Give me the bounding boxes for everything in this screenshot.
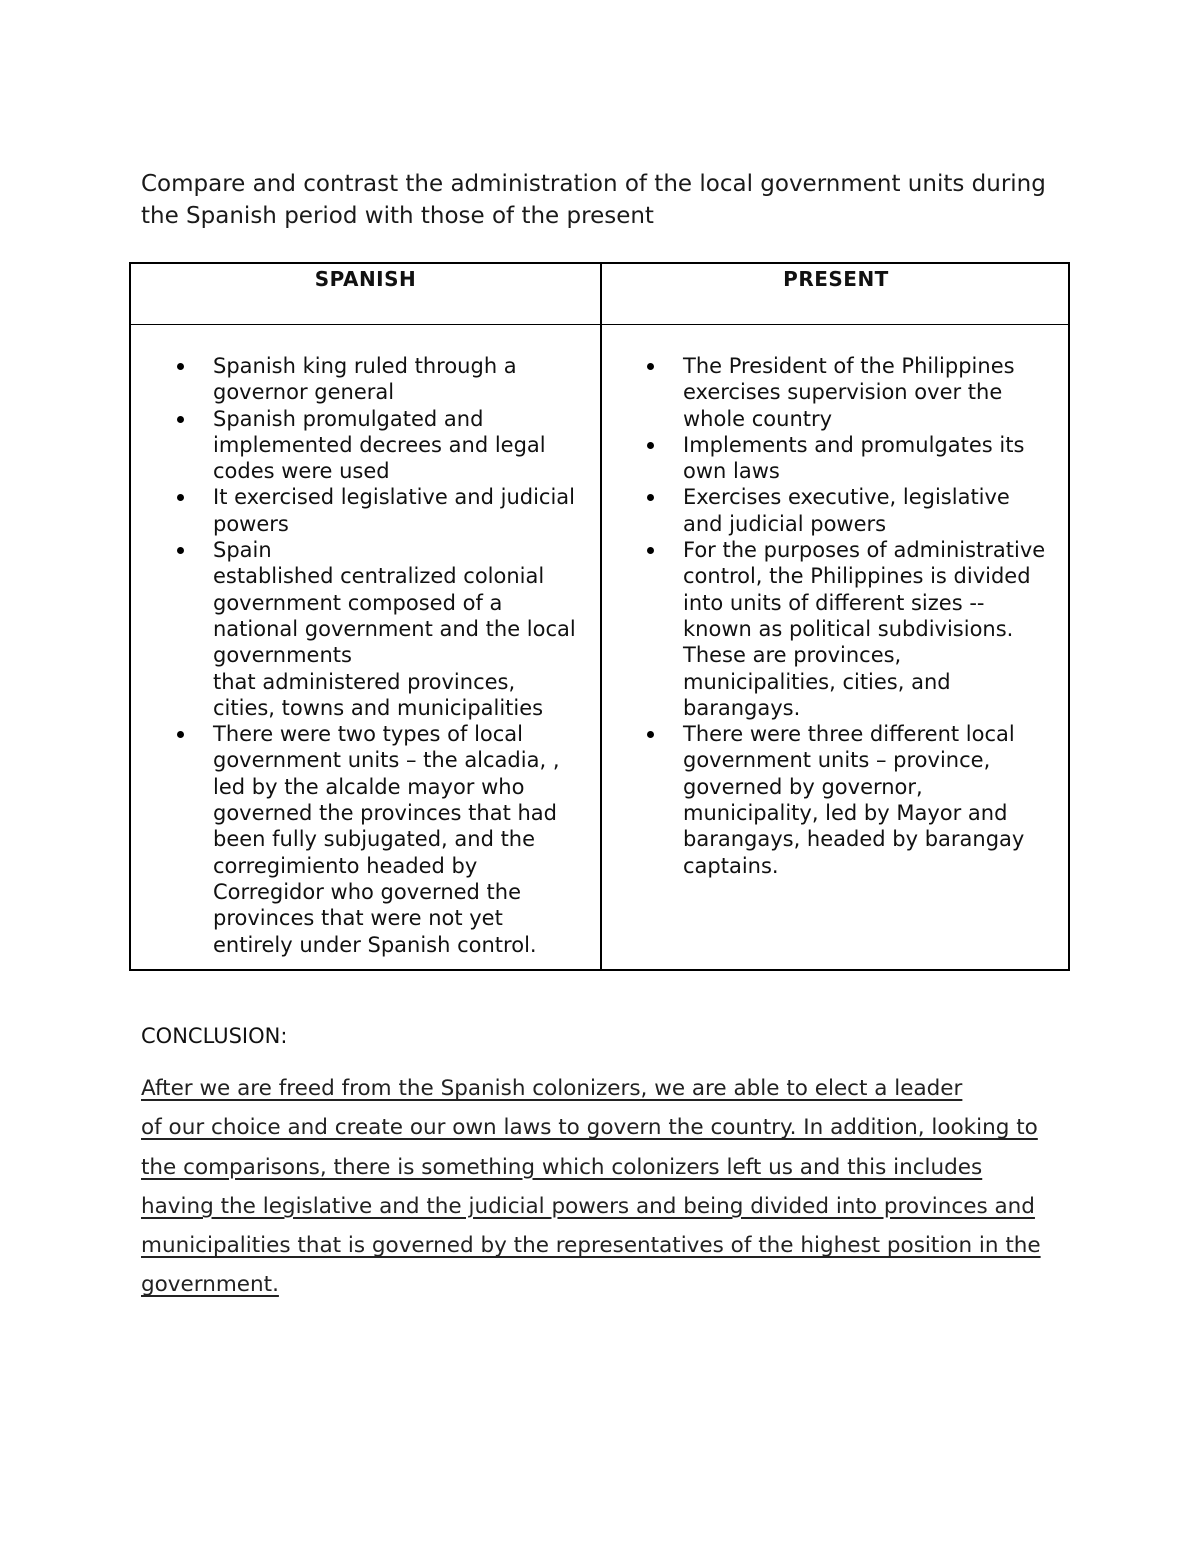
bullet-icon xyxy=(177,416,184,423)
bullet-icon xyxy=(177,494,184,501)
column-header-present: PRESENT xyxy=(783,267,889,291)
column-divider xyxy=(600,264,602,969)
assignment-prompt: Compare and contrast the administration of the local government units during the Spanish period with those of the present xyxy=(141,171,1046,229)
list-item-text: Spanish promulgated and implemented decrees and legal codes were used xyxy=(213,406,546,484)
bullet-icon xyxy=(647,363,654,370)
bullet-icon xyxy=(177,363,184,370)
bullet-icon xyxy=(177,547,184,554)
bullet-icon xyxy=(647,494,654,501)
bullet-icon xyxy=(647,731,654,738)
column-header-spanish: SPANISH xyxy=(314,267,417,291)
list-item-text: Spain established centralized colonial government composed of a national government and the local governments that administered provinces, cities, towns and municipalities xyxy=(213,538,576,720)
list-item xyxy=(213,353,597,406)
spanish-bullet-list xyxy=(213,353,597,958)
bullet-icon xyxy=(177,731,184,738)
list-item-text: Implements and promulgates its own laws xyxy=(683,432,1025,484)
list-item-text: There were two types of local government units – the alcadia, , led by the alcalde mayor who governed the provinces that had been fully subjugated, and the corregimiento headed by Corregidor who governed the provinces that were not yet entirely under Spanish control. xyxy=(213,722,560,957)
list-item xyxy=(213,721,597,958)
list-item xyxy=(683,537,1067,721)
bullet-icon xyxy=(647,442,654,449)
list-item-text: For the purposes of administrative control, the Philippines is divided into units of different sizes -- known as political subdivisions. These are provinces, municipalities, cities, and barangays. xyxy=(683,538,1046,720)
list-item xyxy=(213,406,597,485)
list-item-text: It exercised legislative and judicial powers xyxy=(213,485,576,536)
list-item-text: Spanish king ruled through a governor general xyxy=(213,354,517,405)
conclusion-paragraph: After we are freed from the Spanish colonizers, we are able to elect a leader of our choice and create our own laws to govern the country. In addition, looking to the comparisons, there is something which colonizers left us and this includes having the legislative and the judicial powers and being divided into provinces and municipalities that is governed by the representatives of the highest position in the government. xyxy=(141,1076,1041,1298)
list-item-text: Exercises executive, legislative and judicial powers xyxy=(683,485,1010,536)
list-item xyxy=(213,537,597,721)
present-bullet-list xyxy=(683,353,1067,879)
bullet-icon xyxy=(647,547,654,554)
list-item xyxy=(683,353,1067,432)
list-item xyxy=(683,721,1067,879)
list-item xyxy=(213,484,597,537)
conclusion-heading: CONCLUSION: xyxy=(141,1024,288,1048)
list-item xyxy=(683,432,1067,485)
comparison-table xyxy=(129,262,1070,971)
list-item-text: There were three different local government units – province, governed by governor, municipality, led by Mayor and barangays, headed by barangay captains. xyxy=(683,722,1025,878)
list-item xyxy=(683,484,1067,537)
list-item-text: The President of the Philippines exercises supervision over the whole country xyxy=(683,354,1015,431)
header-row-divider xyxy=(131,324,1068,325)
